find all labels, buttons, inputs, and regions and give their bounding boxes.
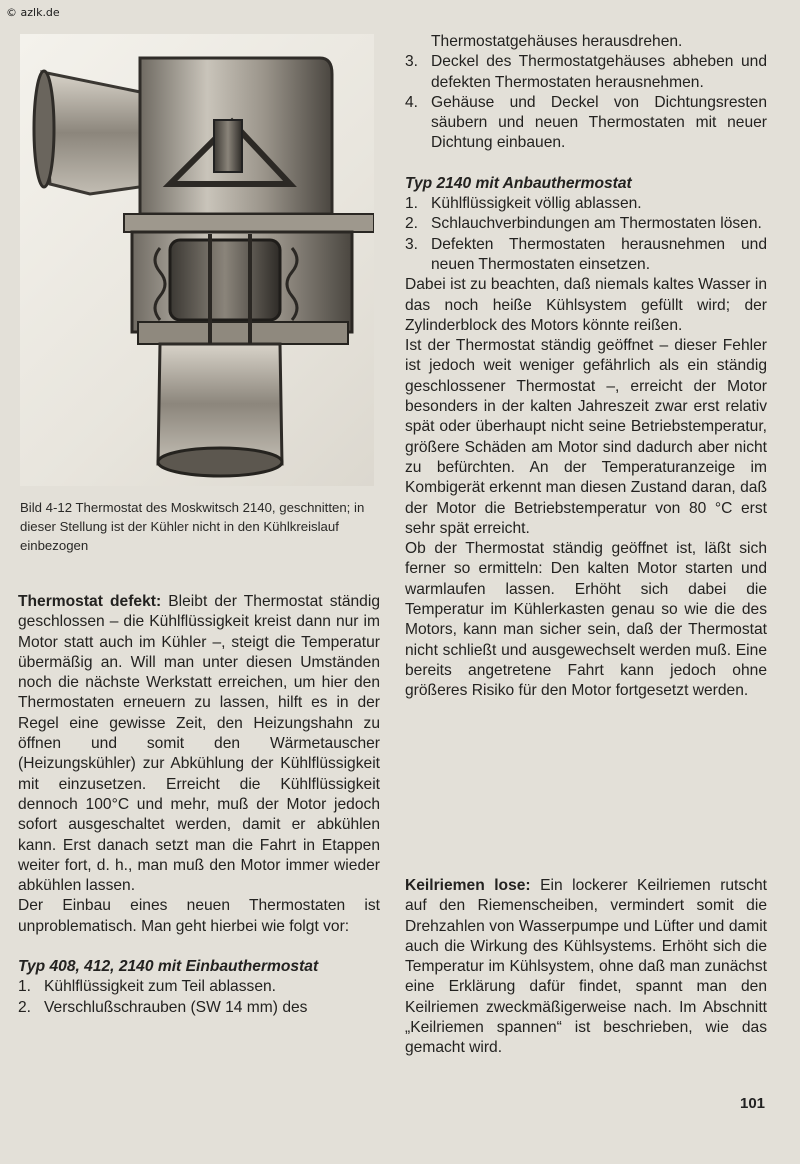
open-thermostat-paragraph: Ist der Thermostat ständig geöffnet – dieser Fehler ist jedoch weit weniger gefährlich als ein ständig geschlossener Thermostat –, erreicht der Motor besonders in der kalten Jahreszeit zwar erst relativ spät oder überhaupt nicht seine Betriebstemperatur, größere Schäden am Motor sind dadurch aber nicht zu befürchten. An der Temperaturanzeige im Kombigerät erkennt man diesen Zustand daran, daß der Motor die Betriebstemperatur von 80 °C erst sehr spät erreicht. [405,337,767,537]
thermostat-defekt-heading: Thermostat defekt: [18,593,162,610]
keilriemen-paragraph [405,876,767,1059]
watermark: © azlk.de [6,6,60,19]
list-item [405,93,767,154]
step-text: Kühlflüssigkeit zum Teil ablassen. [44,978,277,996]
keilriemen-section [405,876,767,1059]
step-number: 1. [405,195,419,213]
list-item [405,214,767,234]
typ-einbau-steps-continued [405,52,767,153]
step-text: Defekten Thermostaten herausnehmen und neuen Thermostaten einsetzen. [431,235,767,273]
page-number: 101 [740,1095,766,1112]
thermostat-photo [20,34,374,486]
step-text: Deckel des Thermostatgehäuses abheben und defekten Thermostaten herausnehmen. [431,53,767,91]
list-item [405,52,767,93]
typ-anbau-heading: Typ 2140 mit Anbauthermostat [405,174,632,192]
step-number: 3. [405,53,419,71]
step-number: 4. [405,93,419,111]
warning-paragraph: Dabei ist zu beachten, daß niemals kaltes Wasser in das noch heiße Kühlsystem gefüllt wird; der Zylinderblock des Motors könnte reißen. [405,276,767,334]
step-number: 3. [405,235,419,253]
step-text: Gehäuse und Deckel von Dichtungsresten säubern und neuen Thermostaten mit neuer Dichtung einbauen. [431,93,767,152]
step-number: 2. [405,215,419,233]
typ-einbau-steps [18,977,380,1018]
thermostat-defekt-text: Bleibt der Thermostat ständig geschlossen – die Kühlflüssigkeit kreist dann nur im Motor statt auch im Kühler –, steigt die Temperatur übermäßig an. Will man unter diesen Umständen noch die nächste Werkstatt erreichen, um hier den Thermostaten erneuern zu lassen, hilft es in der Regel eine gewisse Zeit, den Heizungshahn zu öffnen und somit den Wärmetauscher (Heizungskühler) zur Abkühlung der Kühlflüssigkeit mit einzusetzen. Erreicht die Kühlflüssigkeit dennoch 100°C und mehr, muß der Motor jedoch sofort ausgeschaltet werden, damit er abkühlen kann. Erst danach setzt man die Fahrt in Etappen weiter fort, d. h., man muß den Motor immer wieder abkühlen lassen. [18,593,380,895]
typ-einbau-heading: Typ 408, 412, 2140 mit Einbauthermostat [18,958,319,976]
einbau-paragraph: Der Einbau eines neuen Thermostaten ist unproblematisch. Man geht hierbei wie folgt vor: [18,897,380,935]
step-text: Schlauchverbindungen am Thermostaten lösen. [431,215,762,233]
list-item [18,998,380,1018]
typ-anbau-steps [405,194,767,275]
list-item [18,977,380,997]
step-text: Kühlflüssigkeit völlig ablassen. [431,195,642,213]
keilriemen-heading: Keilriemen lose: [405,877,531,894]
thermostat-defekt-paragraph [18,592,380,896]
list-item [405,194,767,214]
figure-caption: Bild 4-12 Thermostat des Moskwitsch 2140, geschnitten; in dieser Stellung ist der Kühler nicht in den Kühlkreislauf einbezogen [20,500,365,553]
thermostat-cutaway-image [20,34,374,486]
right-column [405,32,767,702]
step-text: Verschlußschrauben (SW 14 mm) des [44,998,308,1016]
step-continuation: Thermostatgehäuses herausdrehen. [431,33,683,50]
left-column [18,592,380,1018]
list-item [405,235,767,276]
check-paragraph: Ob der Thermostat ständig geöffnet ist, läßt sich ferner so ermitteln: Den kalten Motor starten und warmlaufen lassen. Erhöht sich dabei die Temperatur im Kühlerkasten genau so wie die des Motors, kann man sicher sein, daß der Thermostat nicht schließt und ausgewechselt werden muß. Eine bereits angetretene Fahrt kann jedoch ohne größeres Risiko für den Motor fortgesetzt werden. [405,540,767,700]
step-number: 1. [18,978,32,996]
step-number: 2. [18,998,32,1016]
keilriemen-text: Ein lockerer Keilriemen rutscht auf den Riemenscheiben, vermindert somit die Drehzahlen von Wasserpumpe und Lüfter und damit auch die Wirkung des Kühlsystems. Erhöht sich die Temperatur im Kühlsystem, ohne daß man zunächst eine Erklärung dafür findet, spannt man den Keilriemen zweckmäßigerweise nach. Im Abschnitt „Keilriemen spannen“ ist beschrieben, wie das gemacht wird. [405,877,767,1057]
